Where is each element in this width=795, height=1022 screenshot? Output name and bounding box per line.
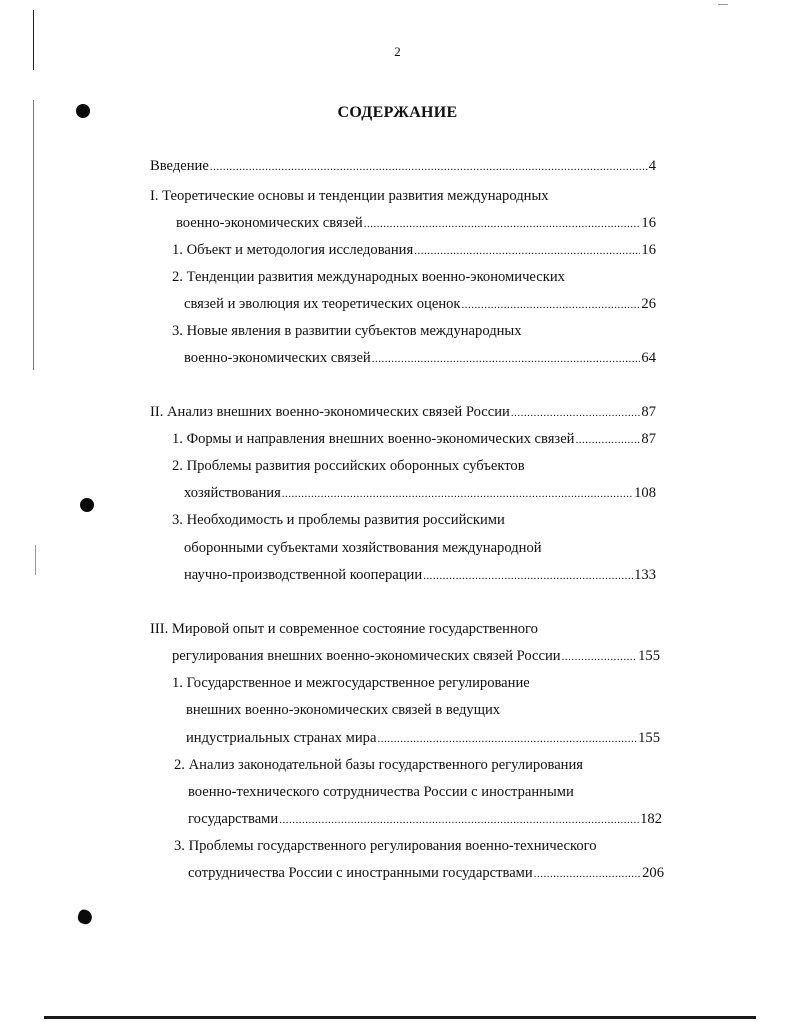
- toc-entry-text: 1. Объект и методология исследования: [172, 242, 414, 258]
- scan-corner-mark: [718, 4, 728, 5]
- toc-entry-text: хозяйствования: [184, 485, 281, 501]
- toc-entry-text: I. Теоретические основы и тенденции развития международных: [150, 188, 549, 204]
- toc-entry-introduction: [150, 156, 656, 176]
- toc-section-1-3-cont: [184, 348, 656, 368]
- punch-hole-mark-top: [76, 104, 90, 118]
- scan-margin-line-top: [33, 10, 34, 70]
- toc-entry-text: 2. Тенденции развития международных военно-экономических: [172, 269, 565, 285]
- toc-entry-text: 1. Формы и направления внешних военно-экономических связей: [172, 431, 575, 447]
- toc-page-number: 4: [648, 158, 656, 174]
- toc-section-3-2: [174, 755, 662, 775]
- toc-leader: [562, 647, 637, 666]
- toc-page-number: 133: [634, 567, 656, 583]
- toc-entry-text: военно-экономических связей: [176, 215, 363, 231]
- toc-page-number: 108: [634, 485, 656, 501]
- toc-chapter-3-title-cont: [172, 646, 660, 666]
- toc-page-number: 155: [638, 730, 660, 746]
- toc-entry-text: 2. Анализ законодательной базы государственного регулирования: [174, 757, 584, 773]
- punch-hole-mark-bottom: [76, 908, 94, 926]
- toc-page-number: 182: [640, 811, 662, 827]
- toc-page-number: 26: [641, 296, 656, 312]
- toc-leader: [282, 484, 633, 503]
- page-number: 2: [394, 44, 401, 59]
- toc-section-1-2: [172, 267, 656, 287]
- toc-section-3-1: [172, 673, 660, 693]
- toc-entry-text: 2. Проблемы развития российских оборонных субъектов: [172, 458, 525, 474]
- toc-page-number: 64: [641, 350, 656, 366]
- toc-entry-text: сотрудничества России с иностранными государствами: [188, 865, 533, 881]
- toc-leader: [462, 295, 641, 314]
- toc-leader: [210, 157, 648, 176]
- toc-section-3-2-cont-2: [188, 809, 662, 829]
- toc-section-1-1: [172, 240, 656, 260]
- scan-bottom-edge: [44, 1016, 756, 1019]
- toc-section-3-1-cont-2: [186, 728, 660, 748]
- toc-entry-text: II. Анализ внешних военно-экономических связей России: [150, 404, 510, 420]
- toc-entry-text: военно-технического сотрудничества России с иностранными: [188, 784, 574, 800]
- toc-section-2-2-cont: [184, 483, 656, 503]
- toc-section-2-1: [172, 429, 656, 449]
- toc-entry-text: III. Мировой опыт и современное состояние государственного: [150, 621, 538, 637]
- toc-section-3-1-cont-1: [186, 700, 660, 720]
- toc-entry-text: Введение: [150, 158, 209, 174]
- toc-section-2-3: [172, 510, 656, 530]
- toc-entry-text: 1. Государственное и межгосударственное регулирование: [172, 675, 530, 691]
- toc-page-number: 155: [638, 648, 660, 664]
- toc-page-number: 16: [641, 242, 656, 258]
- toc-leader: [511, 403, 641, 422]
- toc-section-2-2: [172, 456, 656, 476]
- toc-entry-text: 3. Новые явления в развитии субъектов международных: [172, 323, 522, 339]
- punch-hole-mark-middle: [80, 498, 94, 512]
- toc-page-number: 87: [641, 431, 656, 447]
- page-title: СОДЕРЖАНИЕ: [337, 104, 458, 121]
- toc-entry-text: государствами: [188, 811, 279, 827]
- toc-leader: [372, 349, 641, 368]
- toc-section-2-3-cont-2: [184, 565, 656, 585]
- toc-chapter-1-title-cont: [176, 213, 656, 233]
- toc-leader: [364, 214, 641, 233]
- toc-leader: [423, 566, 633, 585]
- toc-section-2-3-cont-1: [184, 538, 656, 558]
- toc-section-3-2-cont-1: [188, 782, 662, 802]
- toc-leader: [377, 729, 637, 748]
- toc-entry-text: научно-производственной кооперации: [184, 567, 423, 583]
- scan-margin-line-lower: [35, 545, 36, 575]
- toc-section-3-3: [174, 836, 664, 856]
- toc-page-number: 87: [641, 404, 656, 420]
- toc-section-1-2-cont: [184, 294, 656, 314]
- toc-page-number: 206: [642, 865, 664, 881]
- toc-entry-text: регулирования внешних военно-экономических связей России: [172, 648, 561, 664]
- toc-entry-text: 3. Необходимость и проблемы развития российскими: [172, 512, 505, 528]
- toc-entry-text: 3. Проблемы государственного регулирования военно-технического: [174, 838, 597, 854]
- toc-leader: [414, 241, 640, 260]
- toc-entry-text: оборонными субъектами хозяйствования международной: [184, 540, 542, 556]
- toc-chapter-1-title: [150, 186, 656, 206]
- toc-entry-text: индустриальных странах мира: [186, 730, 377, 746]
- toc-leader: [576, 430, 641, 449]
- toc-chapter-3-title: [150, 619, 656, 639]
- toc-entry-text: внешних военно-экономических связей в ведущих: [186, 702, 501, 718]
- toc-chapter-2-title: [150, 402, 656, 422]
- toc-entry-text: военно-экономических связей: [184, 350, 371, 366]
- scan-margin-line-middle: [33, 100, 34, 370]
- toc-leader: [534, 864, 641, 883]
- toc-section-3-3-cont: [188, 863, 664, 883]
- toc-page-number: 16: [641, 215, 656, 231]
- toc-leader: [279, 810, 639, 829]
- toc-section-1-3: [172, 321, 656, 341]
- toc-entry-text: связей и эволюция их теоретических оценок: [184, 296, 461, 312]
